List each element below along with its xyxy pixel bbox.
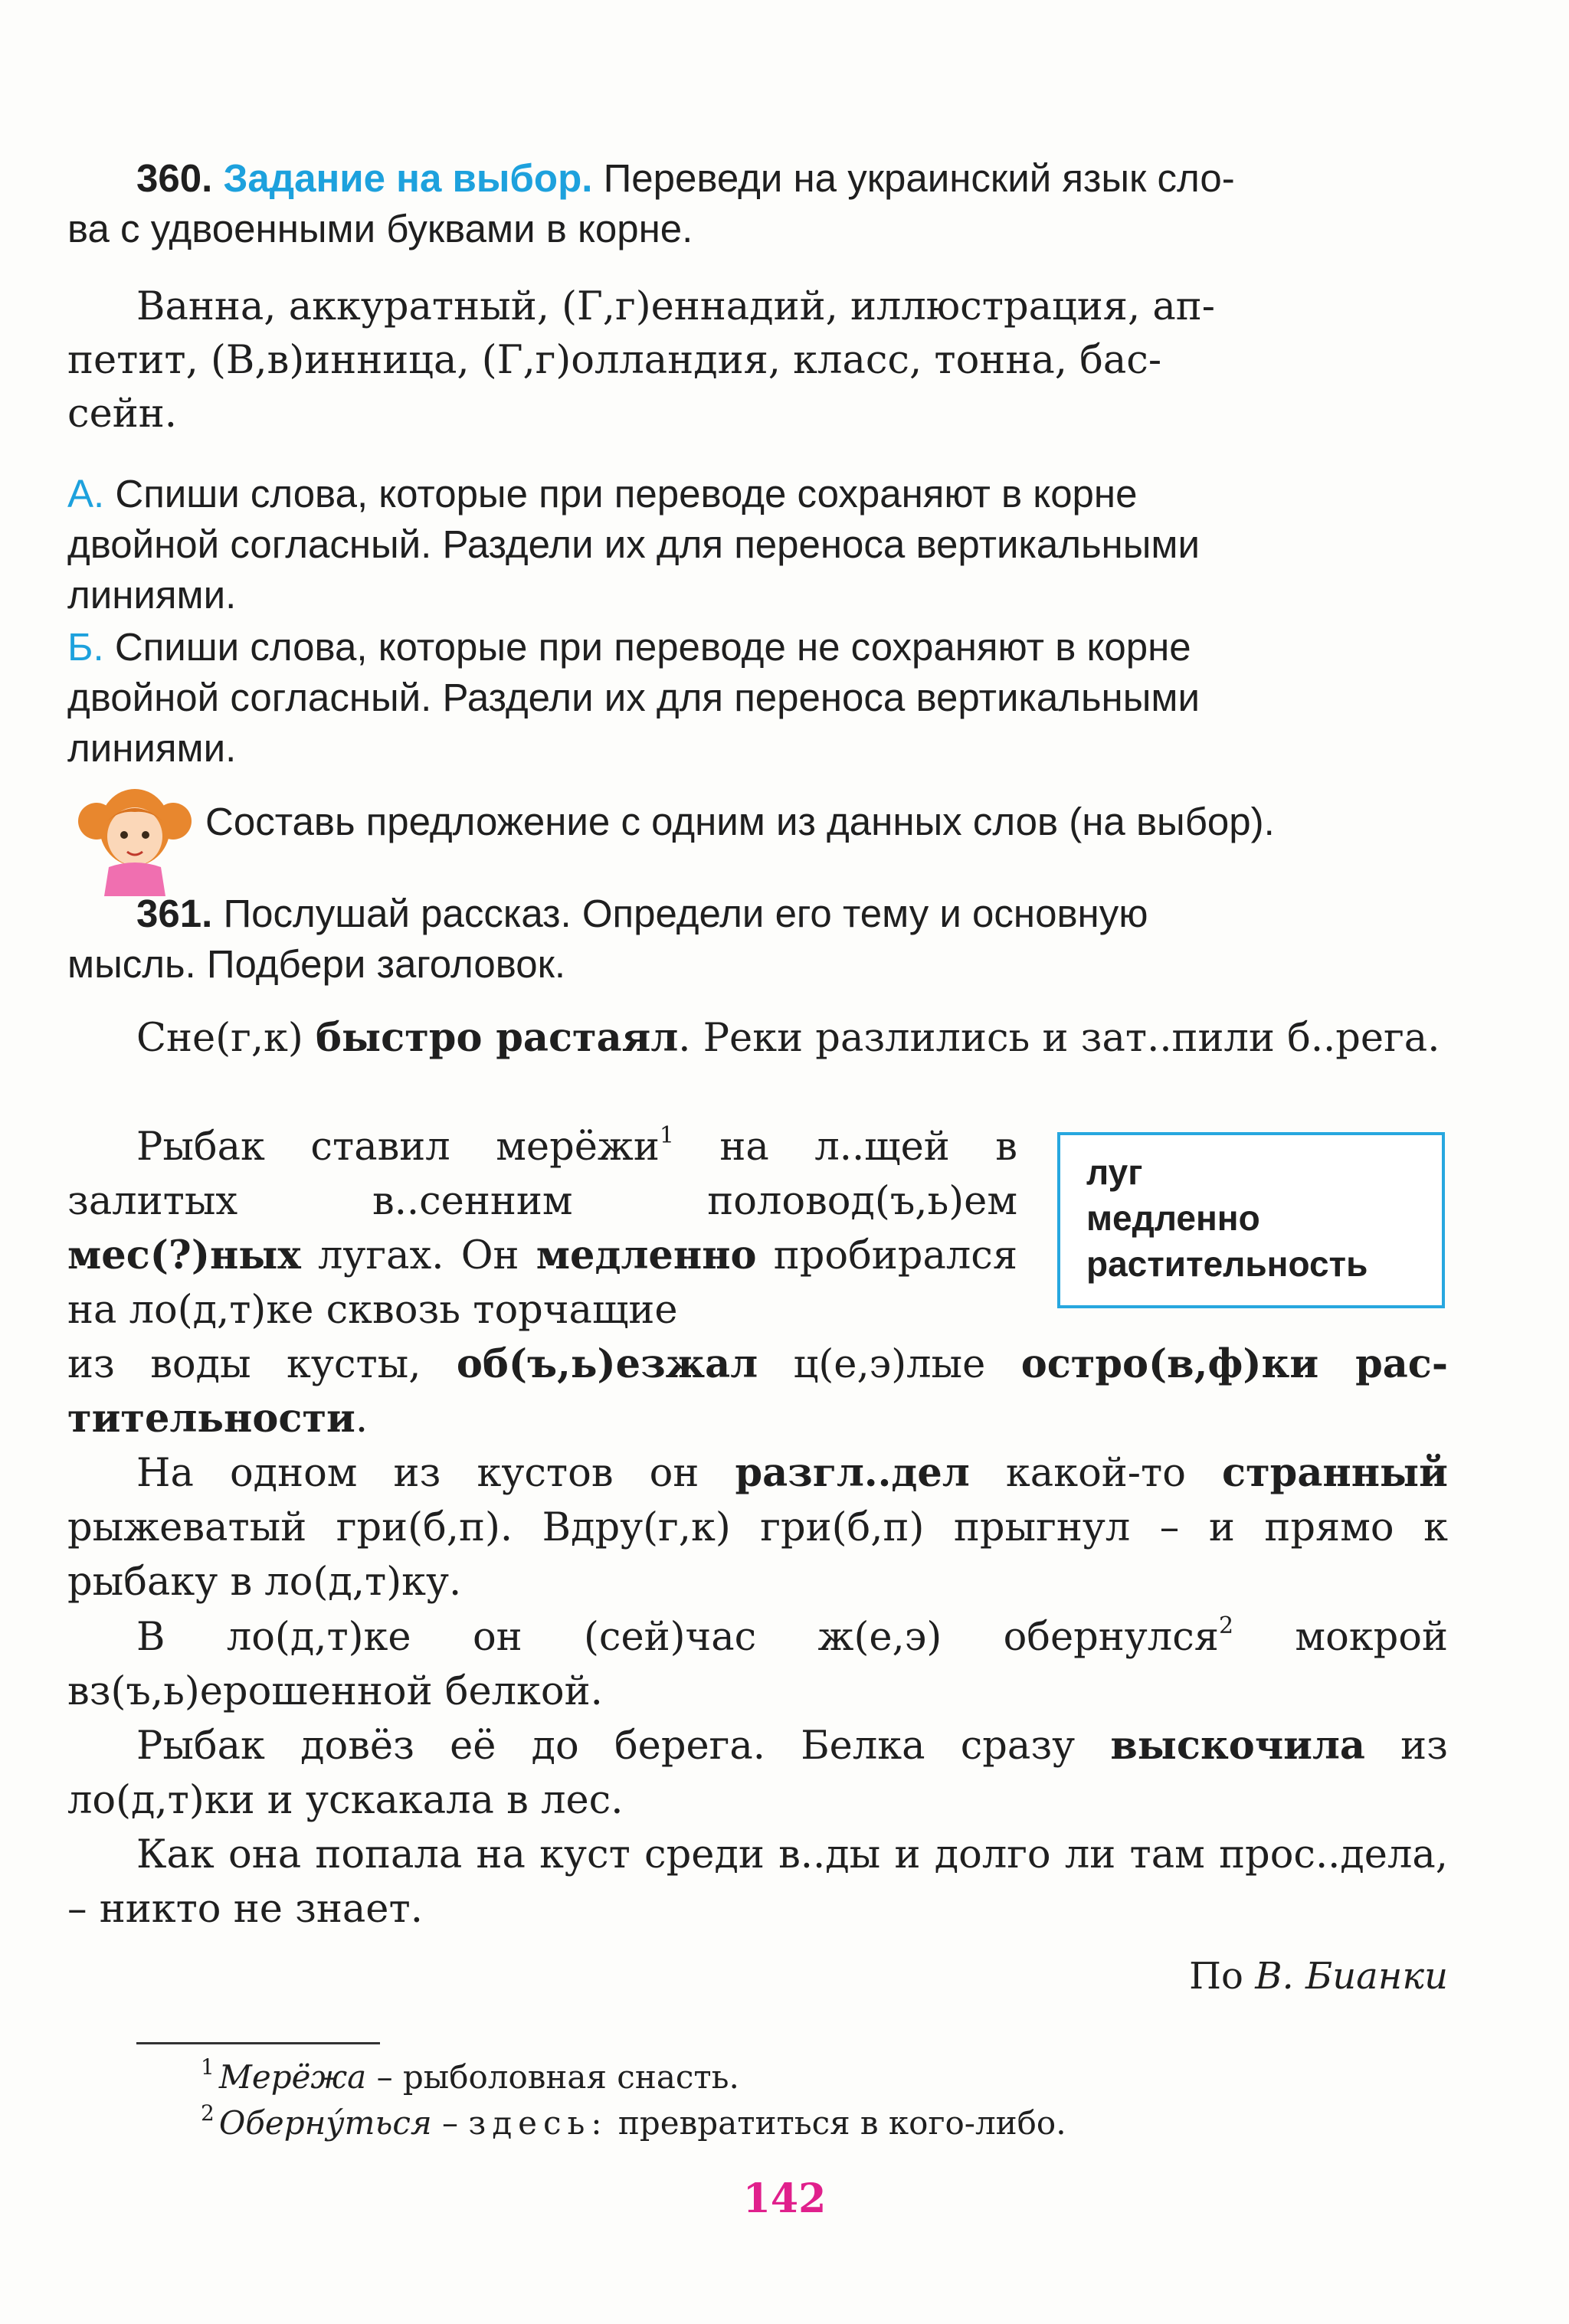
- footnote-1: [201, 2054, 1066, 2100]
- ex360-words-1: Ванна, аккуратный, (Г,г)еннадий, иллюстрация, ап-: [136, 284, 1216, 329]
- ex361-number: 361.: [136, 892, 213, 935]
- footnote-2-definition: превратиться в кого-либо.: [608, 2104, 1066, 2142]
- option-b-line1: Спиши слова, которые при переводе не сохраняют в корне: [114, 625, 1191, 669]
- ex360-heading: [67, 153, 1448, 254]
- footnote-1-definition: – рыболовная снасть.: [366, 2058, 739, 2096]
- ex361-text-2: мысль. Подбери заголовок.: [67, 942, 566, 986]
- story-p3-c: какой-то: [969, 1451, 1223, 1496]
- story-p4-b: мокрой вз(ъ,ь)ерошенной белкой.: [67, 1615, 1448, 1714]
- story-p3-a: На одном из кустов он: [136, 1451, 735, 1496]
- footnote-ref-1: 1: [659, 1122, 674, 1149]
- story-p2-k: .: [355, 1396, 369, 1442]
- story-p2-bold-4: остро(в,ф)ки растительности: [67, 1341, 1449, 1442]
- footnote-2-term: Оберну́ться: [218, 2104, 432, 2142]
- story-p2-i: ц(е,э)лые: [758, 1342, 1021, 1387]
- story-p5-c: из ло(д,т)ки и ускакала в лес.: [67, 1723, 1448, 1823]
- author-prefix: По: [1189, 1955, 1243, 1998]
- vocabulary-box: [1057, 1132, 1445, 1308]
- footnote-divider: [136, 2042, 380, 2044]
- option-a-line3: линиями.: [67, 573, 237, 617]
- story-p2-a: Рыбак ставил мерёжи: [136, 1124, 660, 1170]
- story-p1-c: . Реки разлились и зат..пили б..рега.: [678, 1016, 1440, 1061]
- story-p3: [67, 1446, 1448, 1609]
- ex360-words-3: сейн.: [67, 391, 177, 437]
- option-b-label: Б.: [67, 625, 104, 669]
- story-p5-a: Рыбак довёз её до берега. Белка сразу: [136, 1723, 1111, 1769]
- ex360-words-2: петит, (В,в)инница, (Г,г)олландия, класс, тонна, бас-: [67, 338, 1162, 383]
- option-a-line1: Спиши слова, которые при переводе сохраняют в корне: [115, 472, 1138, 516]
- story-p2-b: на л..щей в залитых в..сенним половод(ъ,ь)ем: [67, 1124, 1017, 1224]
- story-p2-bold-2: медленно: [536, 1232, 757, 1278]
- story-p3-bold-1: разгл..дел: [735, 1450, 970, 1496]
- story-p4: [67, 1610, 1448, 1719]
- option-b-line3: линиями.: [67, 726, 237, 770]
- footnote-2: [201, 2100, 1066, 2146]
- story-p1-a: Сне(г,к): [136, 1016, 316, 1061]
- footnote-ref-2: 2: [1218, 1612, 1234, 1639]
- story-p2: [67, 1120, 1017, 1337]
- ex360-option-a: [67, 469, 1469, 620]
- ex360-number: 360.: [136, 156, 213, 200]
- page-number: 142: [742, 2175, 827, 2222]
- footnote-1-term: Мерёжа: [218, 2058, 367, 2096]
- ex360-option-b: [67, 622, 1469, 774]
- story-p2-d: лугах. Он: [300, 1233, 536, 1278]
- footnotes: [201, 2054, 1066, 2146]
- ex360-title: Задание на выбор.: [223, 156, 593, 200]
- extra-task-text: Составь предложение с одним из данных слов (на выбор).: [205, 800, 1275, 843]
- option-a-label: А.: [67, 472, 105, 516]
- footnote-2-here: здесь:: [468, 2104, 608, 2142]
- footnote-1-number: 1: [201, 2054, 215, 2080]
- girl-character-icon: [74, 781, 196, 896]
- ex360-words: [67, 280, 1448, 441]
- story-p2-bold-3: об(ъ,ь)езжал: [456, 1341, 758, 1387]
- ex360-text-2: ва с удвоенными буквами в корне.: [67, 207, 693, 250]
- story-p2-cont: [67, 1337, 1448, 1446]
- option-a-line2: двойной согласный. Раздели их для переноса вертикальными: [67, 522, 1200, 566]
- author-name: В. Бианки: [1255, 1955, 1448, 1998]
- vocab-word-1: луг: [1086, 1152, 1143, 1192]
- ex361-text-1: Послушай рассказ. Определи его тему и основную: [223, 892, 1148, 935]
- story-p6: [67, 1828, 1448, 1936]
- vocab-word-2: медленно: [1086, 1198, 1260, 1238]
- story-p2-g: из воды кусты,: [67, 1342, 457, 1387]
- story-p3-bold-2: странный: [1222, 1450, 1448, 1496]
- footnote-2-number: 2: [201, 2100, 215, 2126]
- ex360-text-1: Переведи на украинский язык сло-: [603, 156, 1235, 200]
- story-p1-bold: быстро растаял: [316, 1015, 679, 1061]
- story-p6-text: Как она попала на куст среди в..ды и долго ли там прос..дела, – никто не знает.: [67, 1832, 1448, 1932]
- vocab-word-3: растительность: [1086, 1244, 1368, 1284]
- footnote-2-dash: –: [431, 2104, 469, 2142]
- story-p1: [67, 1011, 1448, 1065]
- story-p3-e: рыжеватый гри(б,п). Вдру(г,к) гри(б,п) прыгнул – и прямо к рыбаку в ло(д,т)ку.: [67, 1505, 1448, 1605]
- story-p5: [67, 1719, 1448, 1828]
- story-p4-a: В ло(д,т)ке он (сей)час ж(е,э) обернулся: [136, 1615, 1219, 1660]
- story-author: [1189, 1953, 1448, 1999]
- story-p2-f: пробирался на ло(д,т)ке сквозь торчащие: [67, 1233, 1017, 1333]
- option-b-line2: двойной согласный. Раздели их для переноса вертикальными: [67, 676, 1200, 719]
- ex361-heading: [67, 889, 1448, 990]
- story-p2-bold-1: мес(?)ных: [67, 1232, 301, 1278]
- story-p5-bold: выскочила: [1110, 1723, 1365, 1769]
